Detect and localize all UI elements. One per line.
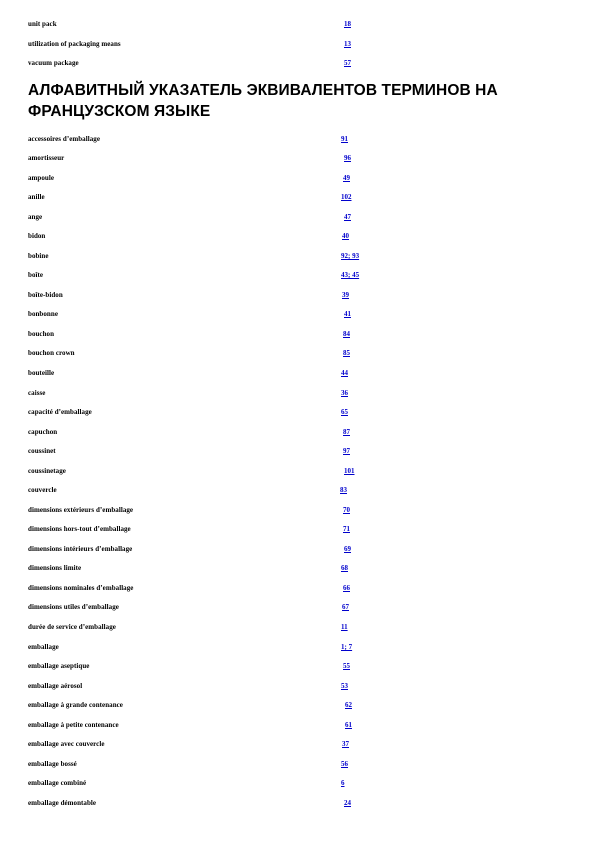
- page-reference-link[interactable]: 97: [343, 447, 350, 455]
- index-entry: [28, 307, 568, 321]
- index-entry: [28, 464, 568, 478]
- index-entry: [28, 600, 568, 614]
- page-reference-link[interactable]: 71: [343, 525, 350, 533]
- index-term: emballage à petite contenance: [28, 721, 119, 729]
- index-term: boîte: [28, 271, 44, 279]
- index-term: unit pack: [28, 20, 57, 28]
- index-term: durée de service d’emballage: [28, 623, 116, 631]
- index-entry: [28, 640, 568, 654]
- page-reference-link[interactable]: 68: [341, 564, 348, 572]
- page-reference-link[interactable]: 96: [344, 154, 351, 162]
- page-reference-link[interactable]: 83: [340, 486, 347, 494]
- index-term: dimensions limite: [28, 564, 82, 572]
- index-term: capacité d’emballage: [28, 408, 92, 416]
- index-term: emballage avec couvercle: [28, 740, 105, 748]
- page-reference-link[interactable]: 44: [341, 369, 348, 377]
- index-term: capuchon: [28, 428, 58, 436]
- index-term: emballage aseptique: [28, 662, 90, 670]
- page-reference-link[interactable]: 13: [344, 40, 351, 48]
- page-reference-link[interactable]: 67: [342, 603, 349, 611]
- page-reference-link[interactable]: 40: [342, 232, 349, 240]
- index-term: emballage combiné: [28, 779, 87, 787]
- index-entry: [28, 483, 568, 497]
- index-entry: [28, 386, 568, 400]
- index-term: dimensions hors-tout d’emballage: [28, 525, 131, 533]
- index-entry: [28, 522, 568, 536]
- index-term: dimensions intérieurs d’emballage: [28, 545, 133, 553]
- index-entry: [28, 757, 568, 771]
- page-reference-link[interactable]: 39: [342, 291, 349, 299]
- page-reference-link[interactable]: 101: [344, 467, 355, 475]
- index-entry: [28, 679, 568, 693]
- index-term: coussinet: [28, 447, 56, 455]
- index-term: bouteille: [28, 369, 55, 377]
- index-term: bonbonne: [28, 310, 58, 318]
- page-reference-link[interactable]: 84: [343, 330, 350, 338]
- index-entry: [28, 17, 568, 31]
- section-heading: АЛФАВИТНЫЙ УКАЗАТЕЛЬ ЭКВИВАЛЕНТОВ ТЕРМИНОВ НА ФРАНЦУЗСКОМ ЯЗЫКЕ: [28, 82, 498, 120]
- page-reference-link[interactable]: 11: [341, 623, 348, 631]
- index-entry: [28, 132, 568, 146]
- index-term: dimensions extérieurs d’emballage: [28, 506, 134, 514]
- index-term: emballage à grande contenance: [28, 701, 123, 709]
- index-term: emballage: [28, 643, 59, 651]
- page-reference-link[interactable]: 65: [341, 408, 348, 416]
- page-reference-link[interactable]: 62: [345, 701, 352, 709]
- index-entry: [28, 718, 568, 732]
- page-reference-link[interactable]: 6: [341, 779, 345, 787]
- index-entry: [28, 444, 568, 458]
- page-reference-link[interactable]: 91: [341, 135, 348, 143]
- index-term: caisse: [28, 389, 46, 397]
- index-term: amortisseur: [28, 154, 65, 162]
- index-entry: [28, 561, 568, 575]
- index-term: bidon: [28, 232, 46, 240]
- page-reference-link[interactable]: 70: [343, 506, 350, 514]
- index-term: coussinetage: [28, 467, 66, 475]
- index-term: emballage bossé: [28, 760, 77, 768]
- index-entry: [28, 37, 568, 51]
- page-reference-link[interactable]: 57: [344, 59, 351, 67]
- index-term: bouchon crown: [28, 349, 75, 357]
- index-entry: [28, 288, 568, 302]
- index-entry: [28, 56, 568, 70]
- index-term: anille: [28, 193, 45, 201]
- index-term: couvercle: [28, 486, 57, 494]
- index-term: bobine: [28, 252, 49, 260]
- page-reference-link[interactable]: 36: [341, 389, 348, 397]
- index-entry: [28, 327, 568, 341]
- index-entry: [28, 581, 568, 595]
- page-reference-link[interactable]: 47: [344, 213, 351, 221]
- index-entry: [28, 737, 568, 751]
- index-entry: [28, 210, 568, 224]
- index-entry: [28, 190, 568, 204]
- page-reference-link[interactable]: 56: [341, 760, 348, 768]
- page-reference-link[interactable]: 55: [343, 662, 350, 670]
- page-reference-link[interactable]: 24: [344, 799, 351, 807]
- index-entry: [28, 229, 568, 243]
- index-term: utilization of packaging means: [28, 40, 121, 48]
- page-reference-link[interactable]: 37: [342, 740, 349, 748]
- page-reference-link[interactable]: 92; 93: [341, 252, 360, 260]
- index-entry: [28, 620, 568, 634]
- page-reference-link[interactable]: 43; 45: [341, 271, 360, 279]
- index-term: dimensions nominales d’emballage: [28, 584, 134, 592]
- index-entry: [28, 249, 568, 263]
- page-reference-link[interactable]: 87: [343, 428, 350, 436]
- page-reference-link[interactable]: 66: [343, 584, 350, 592]
- index-term: bouchon: [28, 330, 55, 338]
- index-term: boîte-bidon: [28, 291, 63, 299]
- index-entry: [28, 503, 568, 517]
- index-term: accessoires d’emballage: [28, 135, 100, 143]
- index-entry: [28, 151, 568, 165]
- index-term: emballage démontable: [28, 799, 97, 807]
- page-reference-link[interactable]: 41: [344, 310, 351, 318]
- page-reference-link[interactable]: 85: [343, 349, 350, 357]
- page-reference-link[interactable]: 53: [341, 682, 348, 690]
- index-entry: [28, 776, 568, 790]
- index-entry: [28, 425, 568, 439]
- page-reference-link[interactable]: 69: [344, 545, 351, 553]
- index-term: ampoule: [28, 174, 55, 182]
- page-reference-link[interactable]: 1; 7: [341, 643, 353, 651]
- index-entry: [28, 366, 568, 380]
- page-reference-link[interactable]: 61: [345, 721, 352, 729]
- index-entry: [28, 542, 568, 556]
- index-entry: [28, 796, 568, 810]
- index-entry: [28, 698, 568, 712]
- page-reference-link[interactable]: 18: [344, 20, 351, 28]
- index-entry: [28, 268, 568, 282]
- index-term: dimensions utiles d’emballage: [28, 603, 119, 611]
- index-entry: [28, 405, 568, 419]
- index-entry: [28, 171, 568, 185]
- page-reference-link[interactable]: 49: [343, 174, 350, 182]
- index-term: emballage aérosol: [28, 682, 83, 690]
- index-term: vacuum package: [28, 59, 79, 67]
- index-entry: [28, 346, 568, 360]
- index-entry: [28, 659, 568, 673]
- index-term: ange: [28, 213, 43, 221]
- page-reference-link[interactable]: 102: [341, 193, 352, 201]
